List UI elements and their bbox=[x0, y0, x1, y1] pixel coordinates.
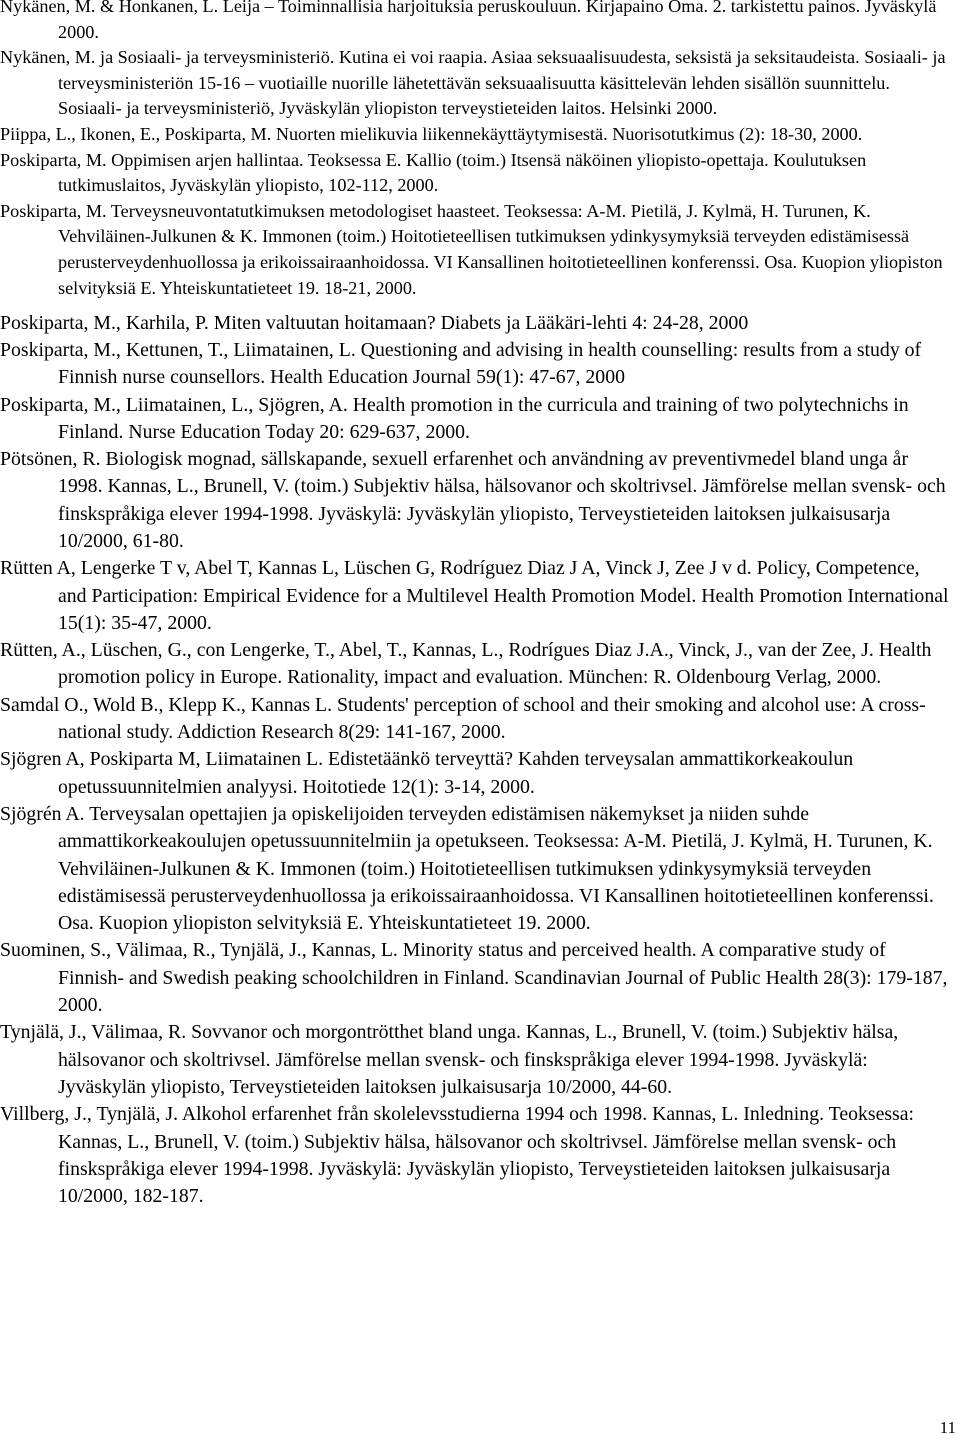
reference-poskiparta-kettunen: Poskiparta, M., Kettunen, T., Liimatainen, L. Questioning and advising in health counselling: results from a study of Finnish nurse counsellors. Health Education Journal 59(1): 47-67, 2000 bbox=[0, 338, 922, 389]
reference-rutten-policy: Rütten A, Lengerke T v, Abel T, Kannas L, Lüschen G, Rodríguez Diaz J A, Vinck J, Zee J v d. Policy, Competence, and Participation: Empirical Evidence for a Multilevel Health Promotion Model. Health Promotion International 15(1): 35-47, 2000. bbox=[0, 557, 949, 634]
reference-villberg: Villberg, J., Tynjälä, J. Alkohol erfarenhet från skolelevsstudierna 1994 och 1998. Kannas, L. Inledning. Teoksessa: Kannas, L., Brunell, V. (toim.) Subjektiv hälsa, hälsovanor och skoltrivsel. Jämförelse mellan svensk- och finskspråkiga elever 1994-1998. Jyväskylä: Jyväskylän yliopisto, Terveystieteiden laitoksen julkaisusarja 10/2000, 182-187. bbox=[0, 1103, 915, 1208]
reference-rutten-europe: Rütten, A., Lüschen, G., con Lengerke, T., Abel, T., Kannas, L., Rodrígues Diaz J.A., Vinck, J., van der Zee, J. Health promotion policy in Europe. Rationality, impact and evaluation. München: R. Oldenbourg Verlag, 2000. bbox=[0, 639, 932, 689]
reference-poskiparta-liimatainen-sjogren: Poskiparta, M., Liimatainen, L., Sjögren, A. Health promotion in the curricula and training of two polytechnichs in Finland. Nurse Education Today 20: 629-637, 2000. bbox=[0, 393, 909, 443]
reference-samdal: Samdal O., Wold B., Klepp K., Kannas L. Students' perception of school and their smoking and alcohol use: A cross-national study. Addiction Research 8(29: 141-167, 2000. bbox=[0, 693, 926, 744]
reference-nykanen-honkanen: Nykänen, M. & Honkanen, L. Leija – Toiminnallisia harjoituksia peruskouluun. Kirjapaino Oma. 2. tarkistettu painos. Jyväskylä 2000. bbox=[0, 0, 937, 42]
reference-suominen: Suominen, S., Välimaa, R., Tynjälä, J., Kannas, L. Minority status and perceived health. A comparative study of Finnish- and Swedish peaking schoolchildren in Finland. Scandinavian Journal of Public Health 28(3): 179-187, 2000. bbox=[0, 939, 948, 1017]
reference-poskiparta-karhila: Poskiparta, M., Karhila, P. Miten valtuutan hoitamaan? Diabets ja Lääkäri-lehti 4: 24-28, 2000 bbox=[0, 311, 749, 334]
page-number: 11 bbox=[939, 1418, 956, 1437]
reference-nykanen-stm: Nykänen, M. ja Sosiaali- ja terveysministeriö. Kutina ei voi raapia. Asiaa seksuaalisuudesta, seksistä ja seksitaudeista. Sosiaali- ja terveysministeriön 15-16 – vuotiaille nuorille lähetettävän seksuaalisuutta käsittelevän lehden sisällön suunnittelu. Sosiaali- ja terveysministeriö, Jyväskylän yliopiston terveystieteiden laitos. Helsinki 2000. bbox=[0, 47, 946, 119]
reference-poskiparta-oppimisen: Poskiparta, M. Oppimisen arjen hallintaa. Teoksessa E. Kallio (toim.) Itsensä näköinen yliopisto-opettaja. Koulutuksen tutkimuslaitos, Jyväskylän yliopisto, 102-112, 2000. bbox=[0, 149, 867, 196]
reference-piippa: Piippa, L., Ikonen, E., Poskiparta, M. Nuorten mielikuvia liikennekäyttäytymisestä. Nuorisotutkimus (2): 18-30, 2000. bbox=[0, 123, 863, 144]
reference-sjogren-terveysalan: Sjögrén A. Terveysalan opettajien ja opiskelijoiden terveyden edistämisen näkemykset ja niiden suhde ammattikorkeakoulujen opetussuunnitelmiin ja opetukseen. Teoksessa: A-M. Pietilä, J. Kylmä, H. Turunen, K. Vehviläinen-Julkunen & K. Immonen (toim.) Hoitotieteellisen tutkimuksen ydinkysymyksiä terveyden edistämisessä perusterveydenhuollossa ja erikoissairaanhoidossa. VI Kansallinen hoitotieteellinen konferenssi. Osa. Kuopion yliopiston selvityksiä E. Yhteiskuntatieteet 19. 2000. bbox=[0, 802, 934, 935]
reference-sjogren-poskiparta: Sjögren A, Poskiparta M, Liimatainen L. Edistetäänkö terveyttä? Kahden terveysalan ammattikorkeakoulun opetussuunnitelmien analyysi. Hoitotiede 12(1): 3-14, 2000. bbox=[0, 748, 854, 798]
reference-tynjala: Tynjälä, J., Välimaa, R. Sovvanor och morgontrötthet bland unga. Kannas, L., Brunell, V. (toim.) Subjektiv hälsa, hälsovanor och skoltrivsel. Jämförelse mellan svensk- och finskspråkiga elever 1994-1998. Jyväskylä: Jyväskylän yliopisto, Terveystieteiden laitoksen julkaisusarja 10/2000, 44-60. bbox=[0, 1021, 899, 1098]
reference-poskiparta-terveysneuvonta: Poskiparta, M. Terveysneuvontatutkimuksen metodologiset haasteet. Teoksessa: A-M. Pietilä, J. Kylmä, H. Turunen, K. Vehviläinen-Julkunen & K. Immonen (toim.) Hoitotieteellisen tutkimuksen ydinkysymyksiä terveyden edistämisessä perusterveydenhuollossa ja erikoissairaanhoidossa. VI Kansallinen hoitotieteellinen konferenssi. Osa. Kuopion yliopiston selvityksiä E. Yhteiskuntatieteet 19. 18-21, 2000. bbox=[0, 200, 943, 298]
reference-potsonen: Pötsönen, R. Biologisk mognad, sällskapande, sexuell erfarenhet och användning av preventivmedel bland unga år 1998. Kannas, L., Brunell, V. (toim.) Subjektiv hälsa, hälsovanor och skoltrivsel. Jämförelse mellan svensk- och finskspråkiga elever 1994-1998. Jyväskylä: Jyväskylän yliopisto, Terveystieteiden laitoksen julkaisusarja 10/2000, 61-80. bbox=[0, 448, 946, 552]
